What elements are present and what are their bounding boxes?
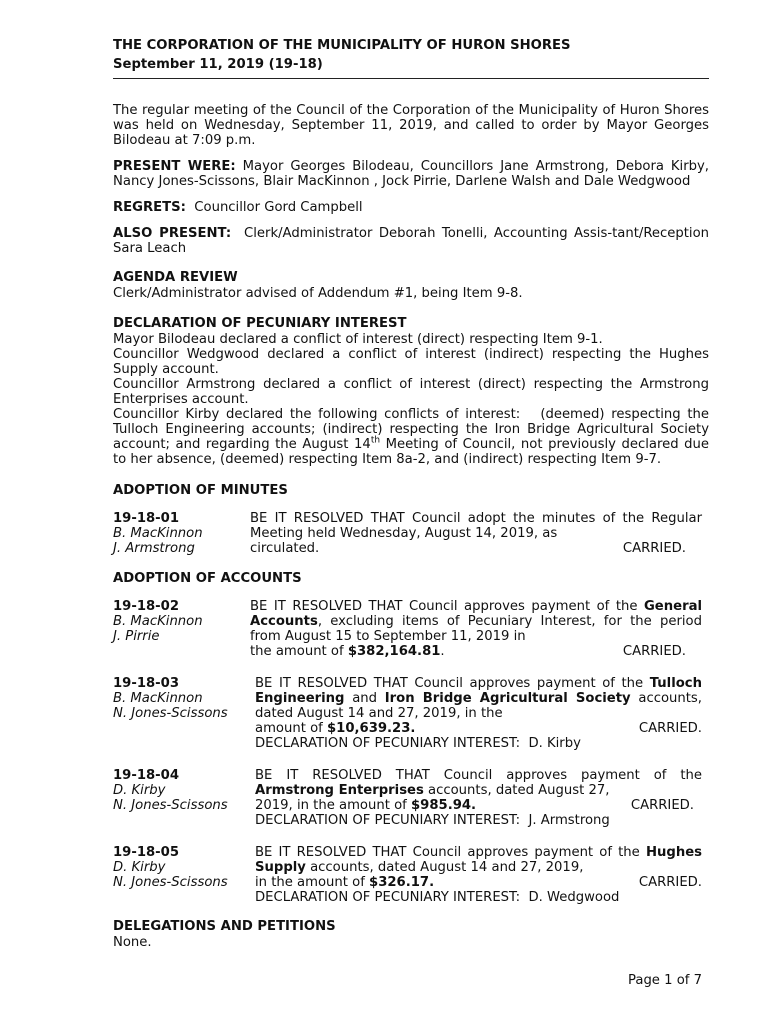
- motion-status: CARRIED.: [622, 541, 686, 556]
- intro-paragraph: The regular meeting of the Council of the Corporation of the Municipality of Huron Shores was held on Wednesday, September 11, 2019, and called to order by Mayor Georges Bilodeau at 7:09 p.m.: [113, 103, 709, 148]
- motion-amount: $326.17.: [369, 875, 435, 890]
- motion-text-part: , excluding items of Pecuniary Interest, for the period from August 15 to September 11, 2019 in: [250, 614, 707, 644]
- motion-meta: [113, 599, 250, 659]
- motion-carried-line: [250, 644, 702, 659]
- pecuniary-line: Councillor Wedgwood declared a conflict of interest (indirect) respecting the Hughes Supply account.: [113, 347, 709, 377]
- motion-carried-line: [255, 875, 702, 890]
- motion-carried-line: [250, 541, 702, 556]
- motion-text-part: BE IT RESOLVED THAT Council approves payment of the: [255, 676, 650, 691]
- motion-amount-line: [255, 721, 415, 736]
- document-date: September 11, 2019 (19-18): [113, 57, 323, 72]
- motion-meta: [113, 511, 250, 556]
- kirby-text-a: Councillor Kirby declared the following conflicts of interest: (deemed) respecting the Tulloch Engineering accounts; (indirect) respecting the Iron Bridge Agricultural Society account; and regarding the August 14: [113, 407, 714, 452]
- also-present-label: ALSO PRESENT:: [113, 226, 232, 241]
- motion-mover: B. MacKinnon: [113, 614, 203, 629]
- motion-number: 19-18-04: [113, 768, 180, 783]
- motion-body: BE IT RESOLVED THAT Council adopt the minutes of the Regular Meeting held Wednesday, August 14, 2019, as: [250, 511, 702, 541]
- motion-text: [250, 768, 707, 828]
- motion-text-part: in the amount of: [255, 875, 370, 890]
- motion-bold-part: Hughes Supply: [255, 845, 707, 875]
- motion-status: CARRIED.: [638, 875, 702, 890]
- present-text: Mayor Georges Bilodeau, Councillors Jane Armstrong, Debora Kirby, Nancy Jones-Scissons, Blair MacKinnon , Jock Pirrie, Darlene Walsh and Dale Wedgwood: [113, 159, 709, 189]
- motion-text-part: the amount of: [250, 644, 348, 659]
- motion-19-18-03: [113, 676, 709, 751]
- motion-mover: B. MacKinnon: [113, 526, 203, 541]
- motion-bold-part: Armstrong Enterprises: [255, 783, 424, 798]
- page-number: Page 1 of 7: [628, 973, 702, 988]
- motion-text: [250, 511, 702, 556]
- document-title: THE CORPORATION OF THE MUNICIPALITY OF HURON SHORES: [113, 38, 571, 53]
- motion-text-part: accounts, dated August 14 and 27, 2019,: [305, 860, 584, 875]
- pecuniary-kirby: [113, 407, 714, 467]
- motion-bold-part: General Accounts: [250, 599, 707, 629]
- motion-text-part: accounts, dated August 27,: [423, 783, 610, 798]
- motion-seconder: J. Armstrong: [113, 541, 195, 556]
- motion-19-18-05: [113, 845, 709, 905]
- motion-number: 19-18-03: [113, 676, 180, 691]
- also-present-text: Clerk/Administrator Deborah Tonelli, Accounting Assis-tant/Reception Sara Leach: [113, 226, 714, 256]
- pecuniary-line: Mayor Bilodeau declared a conflict of interest (direct) respecting Item 9-1.: [113, 332, 603, 347]
- motion-meta: [113, 676, 250, 751]
- delegations-section: [113, 919, 709, 950]
- motion-text: [250, 676, 707, 751]
- motion-seconder: N. Jones-Scissons: [113, 798, 228, 813]
- pecuniary-heading: DECLARATION OF PECUNIARY INTEREST: [113, 316, 407, 331]
- pecuniary-section: [113, 316, 714, 467]
- motion-body: [255, 845, 707, 875]
- delegations-text: None.: [113, 935, 152, 950]
- motion-mover: D. Kirby: [113, 783, 166, 798]
- motion-text-part: BE IT RESOLVED THAT Council approves payment of the: [255, 845, 646, 860]
- motion-text: [250, 599, 707, 659]
- motion-status: CARRIED.: [638, 721, 702, 736]
- motion-bold-part: Tulloch Engineering: [255, 676, 707, 706]
- pecuniary-line: Councillor Armstrong declared a conflict of interest (direct) respecting the Armstrong Enterprises account.: [113, 377, 709, 407]
- motion-meta: [113, 845, 250, 905]
- motion-carried-line: [255, 798, 702, 813]
- agenda-review-section: [113, 270, 709, 301]
- motion-status: CARRIED.: [622, 644, 686, 659]
- motion-declaration: DECLARATION OF PECUNIARY INTEREST: D. Kirby: [255, 736, 581, 751]
- motion-body: [255, 768, 707, 798]
- motion-mover: B. MacKinnon: [113, 691, 203, 706]
- motion-text-part: and: [344, 691, 385, 706]
- motion-body: [250, 599, 707, 644]
- motion-text-part: 2019, in the amount of: [255, 798, 411, 813]
- agenda-review-text: Clerk/Administrator advised of Addendum #1, being Item 9-8.: [113, 286, 523, 301]
- present-paragraph: [113, 159, 709, 189]
- motion-text: [250, 845, 707, 905]
- motion-bold-part: Iron Bridge Agricultural Society: [384, 691, 631, 706]
- motion-mover: D. Kirby: [113, 860, 166, 875]
- motion-text-part: accounts, dated August 14 and 27, 2019, in the: [255, 691, 707, 721]
- motion-amount-line: [255, 875, 434, 890]
- minutes-heading: ADOPTION OF MINUTES: [113, 483, 288, 498]
- motion-meta: [113, 768, 250, 828]
- motion-carried-line: [255, 721, 702, 736]
- motion-number: 19-18-02: [113, 599, 180, 614]
- agenda-review-heading: AGENDA REVIEW: [113, 270, 238, 285]
- motion-last-words: circulated.: [250, 541, 320, 556]
- motion-amount-line: [255, 798, 476, 813]
- accounts-heading: ADOPTION OF ACCOUNTS: [113, 571, 302, 586]
- motion-body: [255, 676, 707, 721]
- motion-text-part: amount of: [255, 721, 327, 736]
- motion-number: 19-18-01: [113, 511, 180, 526]
- document-page: [113, 36, 714, 950]
- motion-19-18-02: [113, 599, 709, 659]
- motion-amount: $985.94.: [410, 798, 477, 813]
- motion-seconder: N. Jones-Scissons: [113, 706, 228, 721]
- kirby-text-b: Meeting of Council, not previously declared due to her absence, (deemed) respecting Item 8a-2, and (indirect) respecting Item 9-7.: [113, 437, 714, 467]
- kirby-superscript: th: [370, 435, 381, 446]
- also-present-paragraph: [113, 226, 714, 256]
- motion-declaration: DECLARATION OF PECUNIARY INTEREST: D. Wedgwood: [255, 890, 620, 905]
- header-rule: [113, 78, 709, 79]
- motion-19-18-01: [113, 511, 709, 556]
- motion-amount: $382,164.81: [347, 644, 441, 659]
- motion-19-18-04: [113, 768, 709, 828]
- delegations-heading: DELEGATIONS AND PETITIONS: [113, 919, 336, 934]
- motion-declaration: DECLARATION OF PECUNIARY INTEREST: J. Armstrong: [255, 813, 610, 828]
- regrets-paragraph: [113, 200, 709, 215]
- motion-amount-line: [250, 644, 445, 659]
- regrets-text: Councillor Gord Campbell: [185, 200, 363, 215]
- regrets-label: REGRETS:: [113, 200, 186, 215]
- motion-number: 19-18-05: [113, 845, 180, 860]
- minutes-section: [113, 483, 709, 556]
- present-label: PRESENT WERE:: [113, 159, 236, 174]
- motion-seconder: J. Pirrie: [113, 629, 160, 644]
- motion-text-part: BE IT RESOLVED THAT Council approves payment of the: [250, 599, 644, 614]
- motion-seconder: N. Jones-Scissons: [113, 875, 228, 890]
- motion-text-part: .: [440, 644, 445, 659]
- accounts-section: [113, 571, 709, 905]
- motion-text-part: BE IT RESOLVED THAT Council approves payment of the: [255, 768, 707, 783]
- motion-status: CARRIED.: [630, 798, 694, 813]
- motion-amount: $10,639.23.: [326, 721, 416, 736]
